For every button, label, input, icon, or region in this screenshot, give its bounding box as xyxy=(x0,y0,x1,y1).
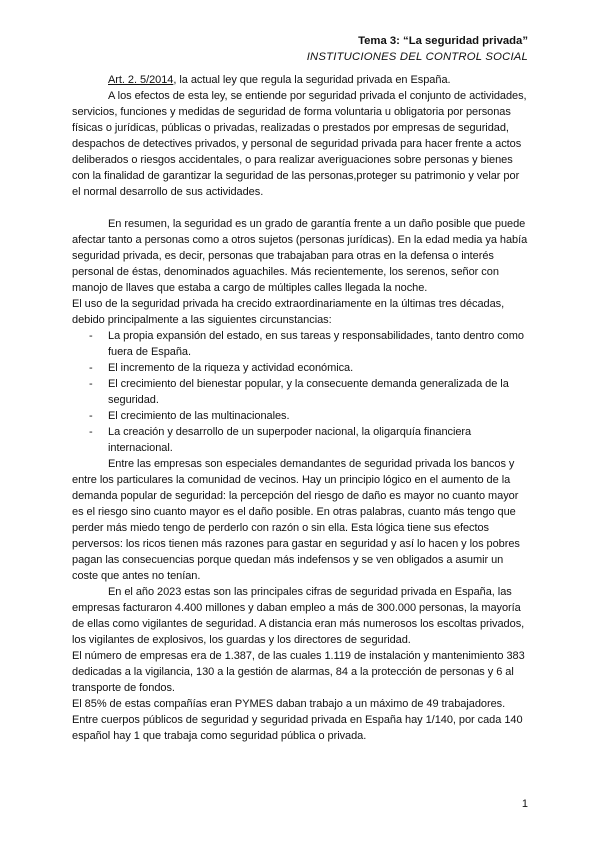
list-item: - La propia expansión del estado, en sus tareas y responsabilidades, tanto dentro como fuera de España. xyxy=(72,328,529,360)
definition-paragraph: A los efectos de esta ley, se entiende por seguridad privada el conjunto de actividades, servicios, funciones y medidas de seguridad de forma voluntaria u obligatoria por personas físicas o jurídicas, públicas o privadas, realizadas o prestados por empresas de seguridad, despachos de detectives privados, y personal de seguridad privada para hacer frente a actos deliberados o riesgos accidentales, o para realizar averiguaciones sobre personas y bienes con la finalidad de garantizar la seguridad de las personas,proteger su patrimonio y velar por el normal desarrollo de sus actividades. xyxy=(72,90,527,198)
figures-2023-paragraph: En el año 2023 estas son las principales cifras de seguridad privada en España, las empresas facturaron 4.400 millones y daban empleo a más de 300.000 personas, la mayoría de ellas como vigilantes de seguridad. A distancia eran más numerosos los escoltas privados, los vigilantes de explosivos, los guardas y los directores de seguridad. xyxy=(72,586,525,646)
list-item: - El incremento de la riqueza y actividad económica. xyxy=(72,360,529,376)
summary-text: En resumen, la seguridad es un grado de garantía frente a un daño posible que puede afectar tanto a personas como a otros sujetos (personas jurídicas). En la edad media ya había seguridad privada, es decir, personas que trabajaban para otras en la defensa o interés personal de éstas, denominados aguachiles. Más recientemente, los serenos, señor con manojo de llaves que estaba a cargo de múltiples calles llegada la noche. xyxy=(72,218,528,294)
list-item: - La creación y desarrollo de un superpoder nacional, la oligarquía financiera internacional. xyxy=(72,424,529,456)
growth-intro: El uso de la seguridad privada ha crecido extraordinariamente en la últimas tres décadas, debido principalmente a las siguientes circunstancias: xyxy=(72,298,505,326)
law-reference-paragraph xyxy=(72,72,529,88)
page-header xyxy=(307,33,528,65)
summary-paragraph xyxy=(72,216,529,296)
section-growth xyxy=(72,296,529,456)
law-reference-text: , la actual ley que regula la seguridad privada en España. xyxy=(173,74,451,86)
company-count-paragraph: El número de empresas era de 1.387, de las cuales 1.119 de instalación y mantenimiento 383 dedicadas a la vigilancia, 130 a la gestión de alarmas, 84 a la protección de personas y 6 al transporte de fondos. xyxy=(72,650,525,694)
section-figures xyxy=(72,584,529,696)
law-reference-link: Art. 2. 5/2014 xyxy=(108,74,174,86)
demand-text: Entre las empresas son especiales demandantes de seguridad privada los bancos y entre los particulares la comunidad de vecinos. Hay un principio lógico en el aumento de la demanda popular de seguridad: la percepción del riesgo de daño es mayor no cuanto mayor es el riesgo sino cuanto mayor es el daño posible. En otras palabras, cuanto más tengo que perder más miedo tengo de perderlo con razón o sin ella. Esta lógica tiene sus efectos perversos: los ricos tienen más razones para gastar en seguridad y así lo hacen y los pobres pagan las consecuencias porque quedan más indefensos y se ven obligados a asumir un coste que antes no tenían. xyxy=(72,458,520,582)
circumstances-list xyxy=(72,328,529,456)
list-item: - El crecimiento de las multinacionales. xyxy=(72,408,529,424)
section-law-definition xyxy=(72,72,529,200)
pymes-paragraph xyxy=(72,696,529,744)
header-subtitle: INSTITUCIONES DEL CONTROL SOCIAL xyxy=(306,51,528,63)
page-number: 1 xyxy=(521,798,528,810)
header-title: Tema 3: “La seguridad privada” xyxy=(358,35,528,47)
pymes-text: El 85% de estas compañías eran PYMES daban trabajo a un máximo de 49 trabajadores. Entre cuerpos públicos de seguridad y seguridad privada en España hay 1/140, por cada 140 español hay 1 que trabaja como seguridad pública o privada. xyxy=(72,698,523,742)
list-item: - El crecimiento del bienestar popular, y la consecuente demanda generalizada de la seguridad. xyxy=(72,376,529,408)
demand-paragraph xyxy=(72,456,529,584)
